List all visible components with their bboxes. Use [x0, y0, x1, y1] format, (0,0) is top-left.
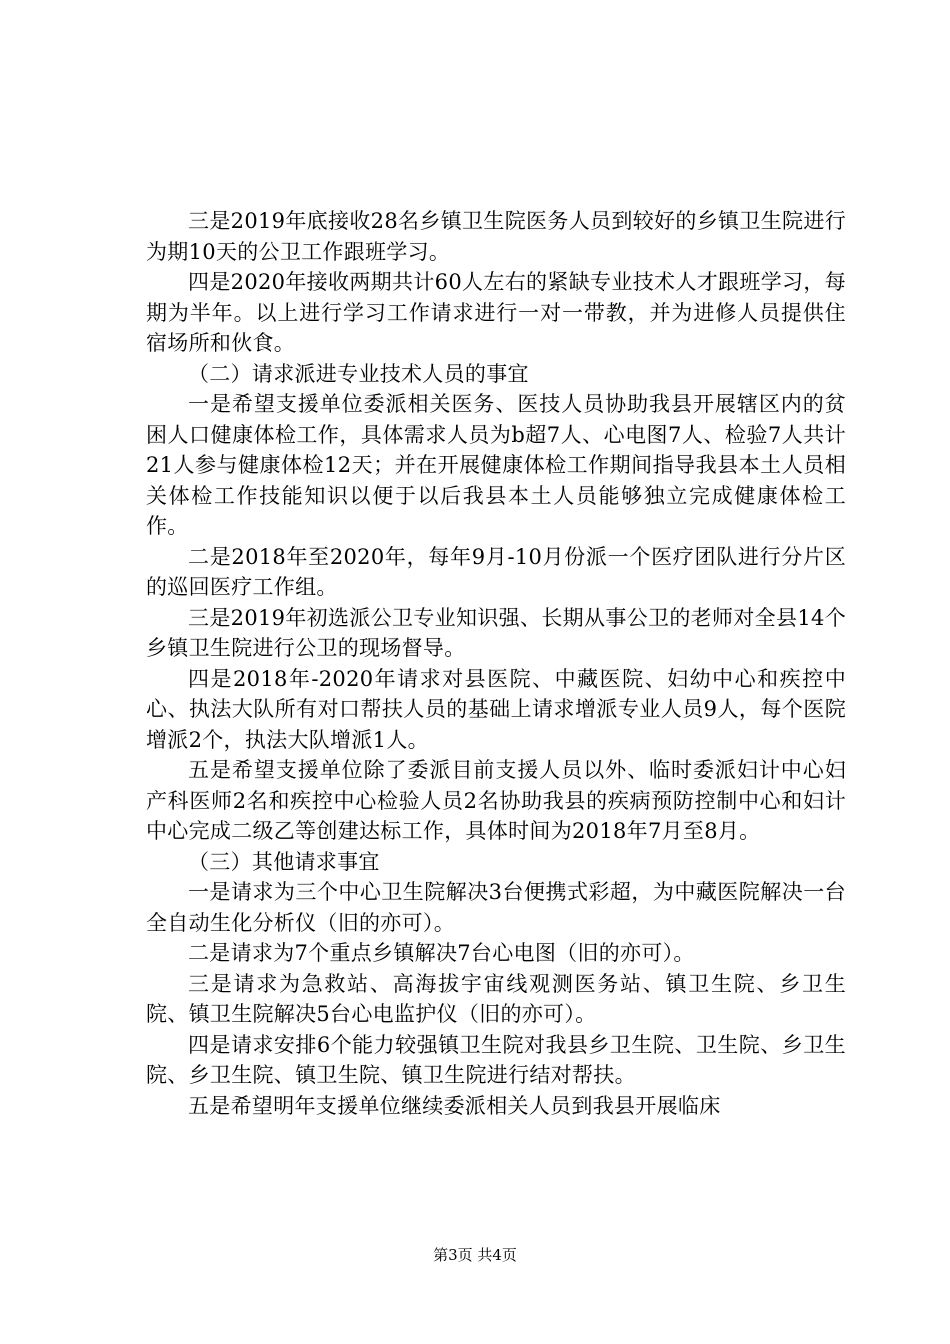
paragraph-7: 五是希望支援单位除了委派目前支援人员以外、临时委派妇计中心妇产科医师2名和疾控中心检验人员2名协助我县的疾病预防控制中心和妇计中心完成二级乙等创建达标工作，具体时间为2018年7月至8月。 [146, 758, 846, 843]
paragraph-5: 三是2019年初选派公卫专业知识强、长期从事公卫的老师对全县14个乡镇卫生院进行公卫的现场督导。 [146, 605, 846, 660]
document-body [146, 206, 846, 1121]
section-heading-2: （二）请求派进专业技术人员的事宜 [188, 361, 529, 386]
page-number-footer: 第3页 共4页 [433, 1246, 517, 1264]
paragraph-6: 四是2018年-2020年请求对县医院、中藏医院、妇幼中心和疾控中心、执法大队所有对口帮扶人员的基础上请求增派专业人员9人，每个医院增派2个，执法大队增派1人。 [146, 666, 846, 752]
paragraph-1: 三是2019年底接收28名乡镇卫生院医务人员到较好的乡镇卫生院进行为期10天的公卫工作跟班学习。 [146, 209, 846, 264]
paragraph-9: 二是请求为7个重点乡镇解决7台心电图（旧的亦可）。 [188, 941, 695, 965]
paragraph-2: 四是2020年接收两期共计60人左右的紧缺专业技术人才跟班学习，每期为半年。以上进行学习工作请求进行一对一带教，并为进修人员提供住宿场所和伙食。 [146, 270, 846, 355]
paragraph-3: 一是希望支援单位委派相关医务、医技人员协助我县开展辖区内的贫困人口健康体检工作，具体需求人员为b超7人、心电图7人、检验7人共计21人参与健康体检12天；并在开展健康体检工作期间指导我县本土人员相关体检工作技能知识以便于以后我县本土人员能够独立完成健康体检工作。 [146, 392, 846, 538]
section-heading-3: （三）其他请求事宜 [188, 849, 380, 874]
paragraph-12: 五是希望明年支援单位继续委派相关人员到我县开展临床 [188, 1093, 721, 1118]
paragraph-11: 四是请求安排6个能力较强镇卫生院对我县乡卫生院、卫生院、乡卫生院、乡卫生院、镇卫生院、镇卫生院进行结对帮扶。 [146, 1032, 846, 1087]
paragraph-4: 二是2018年至2020年，每年9月-10月份派一个医疗团队进行分片区的巡回医疗工作组。 [146, 544, 846, 599]
paragraph-8: 一是请求为三个中心卫生院解决3台便携式彩超，为中藏医院解决一台全自动生化分析仪（旧的亦可）。 [146, 880, 846, 935]
paragraph-10: 三是请求为急救站、高海拔宇宙线观测医务站、镇卫生院、乡卫生院、镇卫生院解决5台心电监护仪（旧的亦可）。 [146, 971, 846, 1026]
